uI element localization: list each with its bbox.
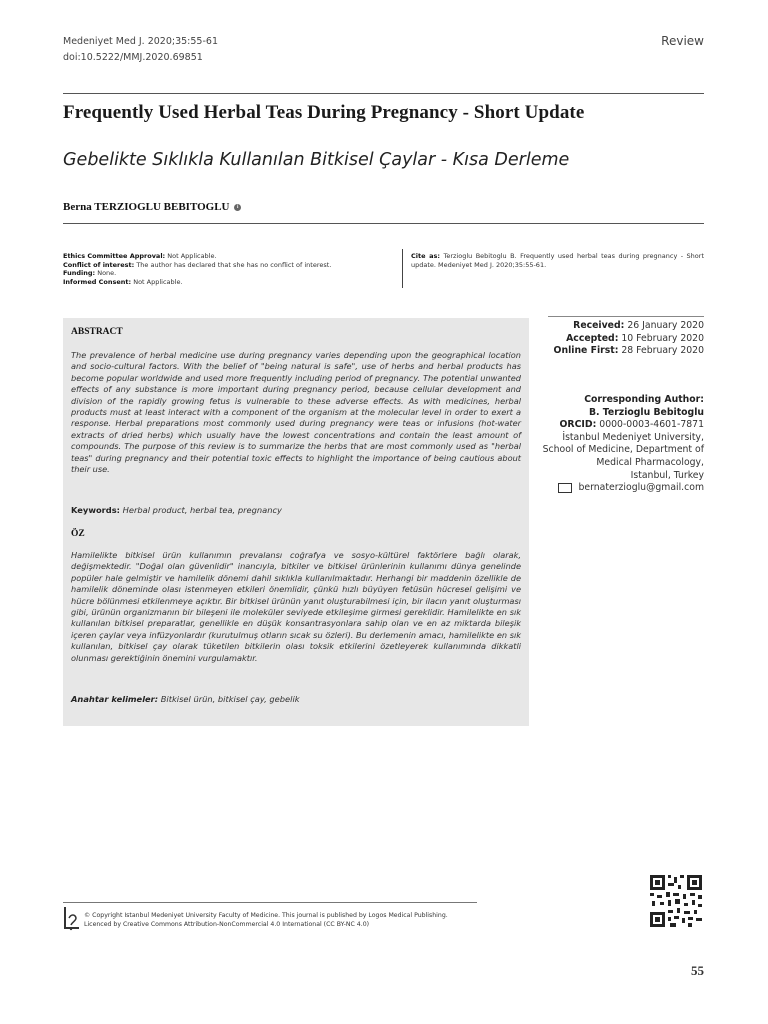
declarations-divider bbox=[402, 249, 403, 288]
page-number: 55 bbox=[691, 963, 704, 978]
footer-rule bbox=[63, 902, 477, 903]
author-family-name: TERZIOGLU BEBITOGLU bbox=[94, 201, 230, 213]
title-english: Frequently Used Herbal Teas During Pregnancy - Short Update bbox=[63, 102, 585, 123]
title-turkish: Gebelikte Sıklıkla Kullanılan Bitkisel Çaylar - Kısa Derleme bbox=[63, 150, 570, 170]
affiliation-line: İstanbul Medeniyet University, bbox=[562, 431, 704, 443]
email-line[interactable] bbox=[504, 482, 704, 495]
author-line bbox=[63, 201, 241, 213]
funding-statement: Funding: None. bbox=[63, 269, 117, 278]
corresponding-author-block bbox=[504, 394, 704, 495]
affiliation-line: School of Medicine, Department of bbox=[542, 444, 704, 456]
dates-rule bbox=[548, 316, 704, 317]
doi-link[interactable]: doi:10.5222/MMJ.2020.69851 bbox=[63, 52, 203, 63]
abstract-text: The prevalence of herbal medicine use during pregnancy varies depending upon the geographical location and socio-cultural factors. With the belief of "being natural is safe", use of herbs and herbal products has become popular worldwide and used more frequently including period of pregnancy. The potential unwanted effects of any substance is more important during pregnancy period, because cellular development and division of the rapidly growing fetus is vulnerable to these adverse effects. As with medicines, herbal products must at least interact with a component of the organism at the molecular level in order to exert a response. Herbal preparations most commonly used during pregnancy were teas or infusions (hot-water extracts of dried herbs) which usually have the lowest concentrations and contain the least amount of compounds. The purpose of this review is to summarize the herbs that are most commonly used as "herbal teas" during pregnancy and their potential toxic effects to highlight the importance of being cautious about their use. bbox=[71, 350, 521, 475]
corresponding-name: B. Terzioglu Bebitoglu bbox=[588, 406, 704, 418]
author-given-name: Berna bbox=[63, 201, 92, 213]
email-address[interactable]: bernaterzioglu@gmail.com bbox=[578, 482, 704, 494]
logos-publisher-icon bbox=[63, 906, 81, 932]
orcid-icon[interactable]: i bbox=[234, 204, 241, 211]
journal-reference: Medeniyet Med J. 2020;35:55-61 bbox=[63, 36, 218, 47]
declarations-block bbox=[63, 252, 393, 286]
header-rule bbox=[63, 93, 704, 94]
accepted-date: Accepted: 10 February 2020 bbox=[566, 332, 704, 344]
article-type: Review bbox=[661, 34, 704, 48]
online-first-date: Online First: 28 February 2020 bbox=[553, 345, 704, 356]
received-date: Received: 26 January 2020 bbox=[573, 320, 704, 331]
qr-code-icon bbox=[648, 873, 704, 929]
copyright-notice: © Copyright Istanbul Medeniyet University Faculty of Medicine. This journal is published by Logos Medical Publishing. Licenced by Creative Commons Attribution-NonCommercial 4.0 International (CC BY-NC 4.0) bbox=[84, 912, 448, 928]
consent-statement: Informed Consent: Not Applicable. bbox=[63, 277, 183, 286]
abstract-heading: ABSTRACT bbox=[71, 327, 123, 337]
oz-text: Hamilelikte bitkisel ürün kullanımın prevalansı coğrafya ve sosyo-kültürel faktörlere bağlı olarak, değişmektedir. "Doğal olan güvenlidir" inancıyla, bitkiler ve bitkisel ürünlerinin kullanımı dünya genelinde popüler hale gelmiştir ve hamilelik dönemi dahil sıklıkla kullanılmaktadır. Herhangi bir maddenin özellikle de hamilelik döneminde olası istenmeyen etkileri önemlidir, çünkü hızlı büyüyen fetüsün hücresel gelişimi ve hücre bölünmesi etkilenmeye açıktır. Bir bitkisel ürünün yanıt oluşturabilmesi için, bir ilacın yanıt oluşturması gibi, ürünün organizmanın bir bileşeni ile moleküler seviyede etkileşime girmesi gereklidir. Hamilelikte en sık kullanılan bitkisel preparatlar, genellikle en düşük konsantrasyonlara sahip olan ve en az miktarda bileşik içeren çaylar veya infüzyonlardır (kurutulmuş otların sıcak su özleri). Bu derlemenin amacı, hamilelikte en sık kullanılan, bitkisel çay olarak tüketilen bitkilerin olası toksik etkilerini özetleyerek kullanımında dikkatli olunması gerektiğinin önemini vurgulamaktır. bbox=[71, 550, 521, 663]
ethics-statement: Ethics Committee Approval: Not Applicable. bbox=[63, 252, 217, 260]
author-rule bbox=[63, 223, 704, 224]
dates-block bbox=[524, 320, 704, 358]
envelope-icon bbox=[558, 483, 572, 493]
corresponding-orcid: ORCID: 0000-0003-4601-7871 bbox=[559, 419, 704, 431]
affiliation-line: Istanbul, Turkey bbox=[630, 469, 704, 481]
abstract-keywords: Keywords: Herbal product, herbal tea, pregnancy bbox=[71, 505, 282, 515]
affiliation-line: Medical Pharmacology, bbox=[596, 456, 704, 468]
cite-as-block: Cite as: Terzioglu Bebitoglu B. Frequently used herbal teas during pregnancy - Short update. Medeniyet Med J. 2020;35:55-61. bbox=[411, 252, 704, 269]
oz-keywords: Anahtar kelimeler: Bitkisel ürün, bitkisel çay, gebelik bbox=[71, 694, 300, 704]
corresponding-heading: Corresponding Author: bbox=[584, 394, 704, 405]
oz-heading: ÖZ bbox=[71, 529, 85, 539]
conflict-statement: Conflict of interest: The author has declared that she has no conflict of interest. bbox=[63, 260, 332, 269]
